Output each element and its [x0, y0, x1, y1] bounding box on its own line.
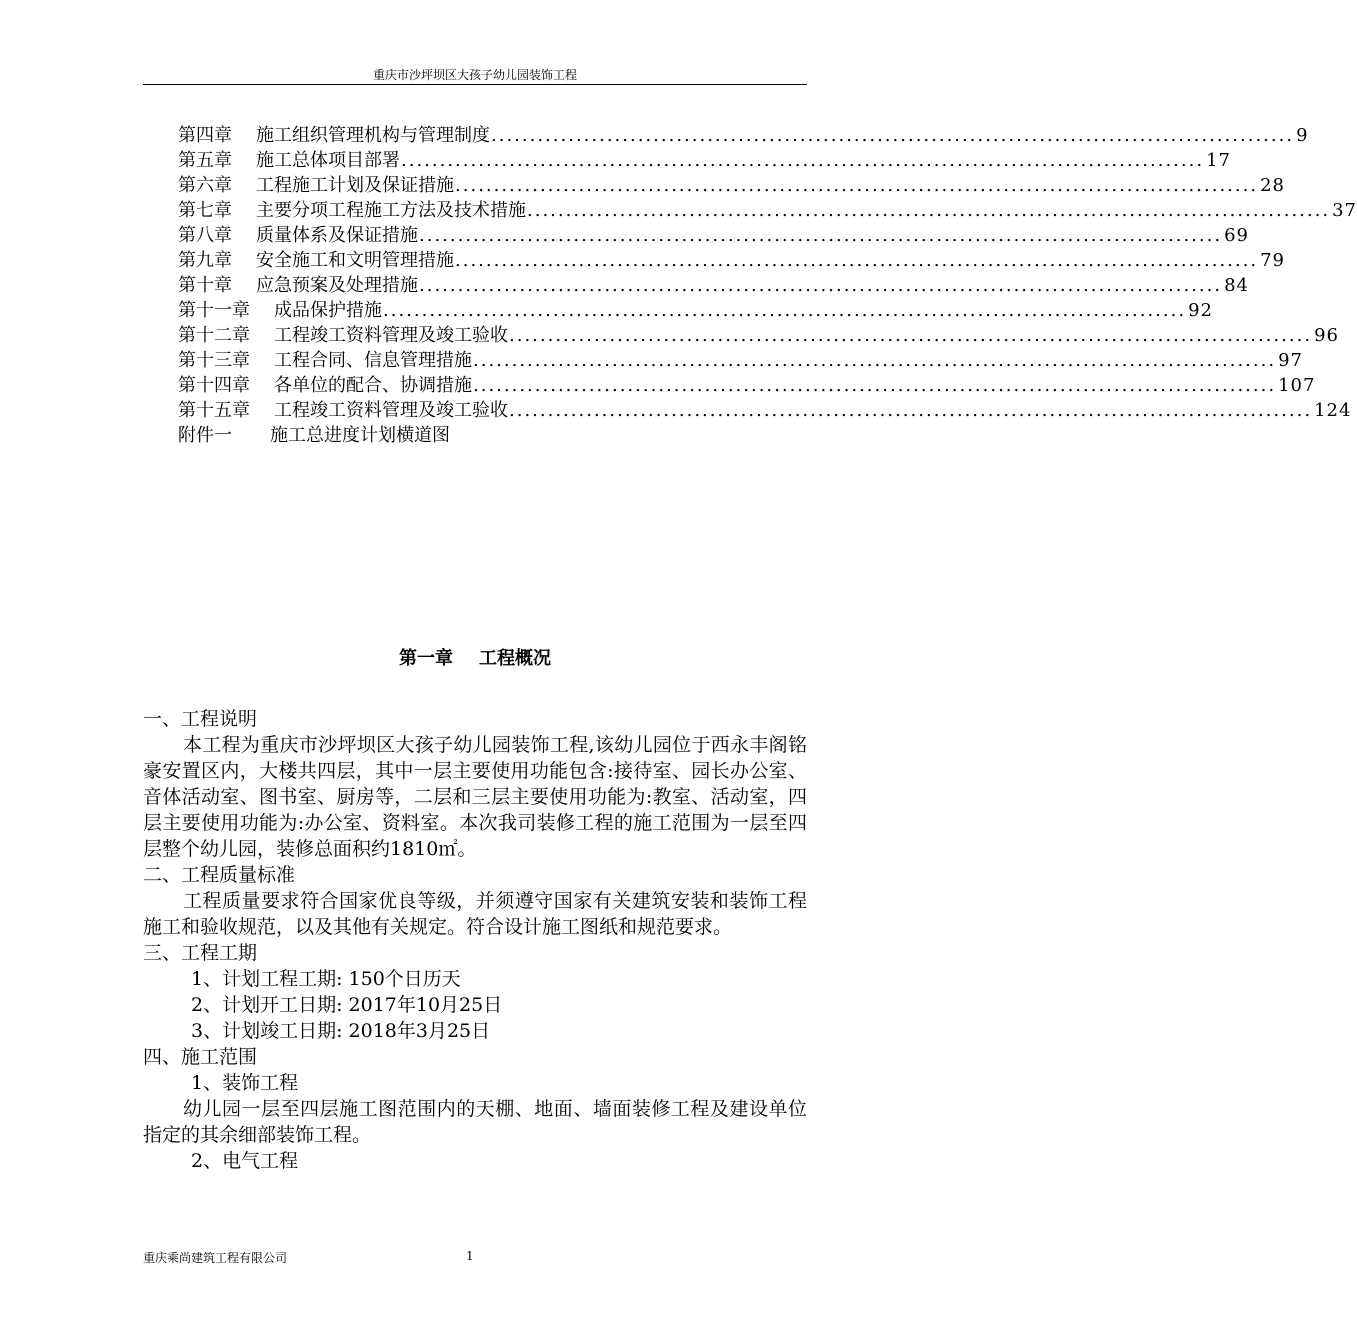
toc-chapter: 第四章 [178, 125, 232, 146]
toc-entry[interactable] [178, 348, 1303, 373]
toc-leader: ........................................................................................................ [455, 175, 1259, 196]
toc-leader: ........................................................................................................ [491, 125, 1295, 146]
toc-page: 9 [1296, 125, 1309, 146]
toc-chapter: 第十一章 [178, 300, 250, 321]
toc-entry[interactable] [178, 148, 1231, 173]
subsection-heading: 1、装饰工程 [191, 1072, 299, 1094]
toc-page: 79 [1260, 250, 1285, 271]
subsection-heading: 2、电气工程 [191, 1150, 299, 1172]
table-of-contents [178, 123, 1357, 448]
toc-leader: ........................................................................................................ [509, 400, 1313, 421]
toc-leader: ........................................................................................................ [473, 375, 1277, 396]
toc-chapter: 第七章 [178, 200, 232, 221]
toc-title: 施工组织管理机构与管理制度 [256, 125, 490, 146]
chapter-number: 第一章 [399, 648, 453, 669]
toc-page: 107 [1278, 375, 1316, 396]
paragraph: 幼儿园一层至四层施工图范围内的天棚、地面、墙面装修工程及建设单位指定的其余细部装饰工程。 [143, 1098, 807, 1146]
paragraph: 本工程为重庆市沙坪坝区大孩子幼儿园装饰工程,该幼儿园位于西永丰阁铭豪安置区内，大楼共四层，其中一层主要使用功能包含:接待室、园长办公室、音体活动室、图书室、厨房等，二层和三层主要使用功能为:教室、活动室，四层主要使用功能为:办公室、资料室。本次我司装修工程的施工范围为一层至四层整个幼儿园，装修总面积约1810㎡。 [143, 734, 807, 860]
toc-title: 质量体系及保证措施 [256, 225, 418, 246]
toc-entry[interactable] [178, 198, 1357, 223]
chapter-body [143, 706, 807, 1174]
toc-entry[interactable] [178, 273, 1249, 298]
toc-appendix-entry[interactable] [178, 423, 806, 448]
toc-page: 37 [1332, 200, 1357, 221]
toc-chapter: 第十二章 [178, 325, 250, 346]
toc-title: 各单位的配合、协调措施 [274, 375, 472, 396]
toc-entry[interactable] [178, 123, 1309, 148]
toc-leader: ........................................................................................................ [419, 225, 1223, 246]
toc-title: 工程施工计划及保证措施 [256, 175, 454, 196]
toc-leader: ........................................................................................................ [527, 200, 1331, 221]
toc-title: 工程竣工资料管理及竣工验收 [274, 400, 508, 421]
appendix-title: 施工总进度计划横道图 [270, 425, 450, 446]
toc-page: 84 [1224, 275, 1249, 296]
toc-leader: ........................................................................................................ [455, 250, 1259, 271]
section-heading: 一、工程说明 [143, 708, 258, 730]
toc-title: 成品保护措施 [274, 300, 382, 321]
toc-page: 96 [1314, 325, 1339, 346]
chapter-heading [0, 644, 950, 670]
toc-entry[interactable] [178, 373, 1316, 398]
toc-entry[interactable] [178, 223, 1249, 248]
chapter-title: 工程概况 [479, 648, 551, 669]
toc-chapter: 第十四章 [178, 375, 250, 396]
footer-company: 重庆乘尚建筑工程有限公司 [143, 1251, 288, 1265]
toc-entry[interactable] [178, 248, 1285, 273]
toc-title: 主要分项工程施工方法及技术措施 [256, 200, 526, 221]
toc-entry[interactable] [178, 323, 1339, 348]
toc-leader: ........................................................................................................ [401, 150, 1205, 171]
toc-chapter: 第六章 [178, 175, 232, 196]
toc-leader: ........................................................................................................ [473, 350, 1277, 371]
section-heading: 四、施工范围 [143, 1046, 258, 1068]
toc-leader: ........................................................................................................ [509, 325, 1313, 346]
toc-title: 工程竣工资料管理及竣工验收 [274, 325, 508, 346]
toc-page: 28 [1260, 175, 1285, 196]
toc-title: 施工总体项目部署 [256, 150, 400, 171]
toc-chapter: 第五章 [178, 150, 232, 171]
toc-chapter: 第十五章 [178, 400, 250, 421]
section-heading: 三、工程工期 [143, 942, 258, 964]
toc-chapter: 第八章 [178, 225, 232, 246]
running-header: 重庆市沙坪坝区大孩子幼儿园装饰工程 [372, 68, 577, 82]
toc-title: 应急预案及处理措施 [256, 275, 418, 296]
toc-title: 安全施工和文明管理措施 [256, 250, 454, 271]
toc-title: 工程合同、信息管理措施 [274, 350, 472, 371]
toc-chapter: 第十章 [178, 275, 232, 296]
toc-page: 17 [1206, 150, 1231, 171]
schedule-item: 1、计划工程工期: 150个日历天 [191, 968, 461, 990]
schedule-item: 3、计划竣工日期: 2018年3月25日 [191, 1020, 491, 1042]
toc-page: 92 [1188, 300, 1213, 321]
toc-chapter: 第十三章 [178, 350, 250, 371]
toc-entry[interactable] [178, 173, 1285, 198]
toc-chapter: 第九章 [178, 250, 232, 271]
toc-entry[interactable] [178, 398, 1352, 423]
footer-page-number: 1 [466, 1249, 474, 1263]
paragraph: 工程质量要求符合国家优良等级，并须遵守国家有关建筑安装和装饰工程施工和验收规范，以及其他有关规定。符合设计施工图纸和规范要求。 [143, 890, 807, 938]
toc-leader: ........................................................................................................ [383, 300, 1187, 321]
toc-page: 69 [1224, 225, 1249, 246]
toc-page: 97 [1278, 350, 1303, 371]
appendix-label: 附件一 [178, 425, 232, 446]
header-rule [143, 84, 807, 85]
schedule-item: 2、计划开工日期: 2017年10月25日 [191, 994, 503, 1016]
toc-page: 124 [1314, 400, 1352, 421]
section-heading: 二、工程质量标准 [143, 864, 296, 886]
toc-leader: ........................................................................................................ [419, 275, 1223, 296]
toc-entry[interactable] [178, 298, 1213, 323]
